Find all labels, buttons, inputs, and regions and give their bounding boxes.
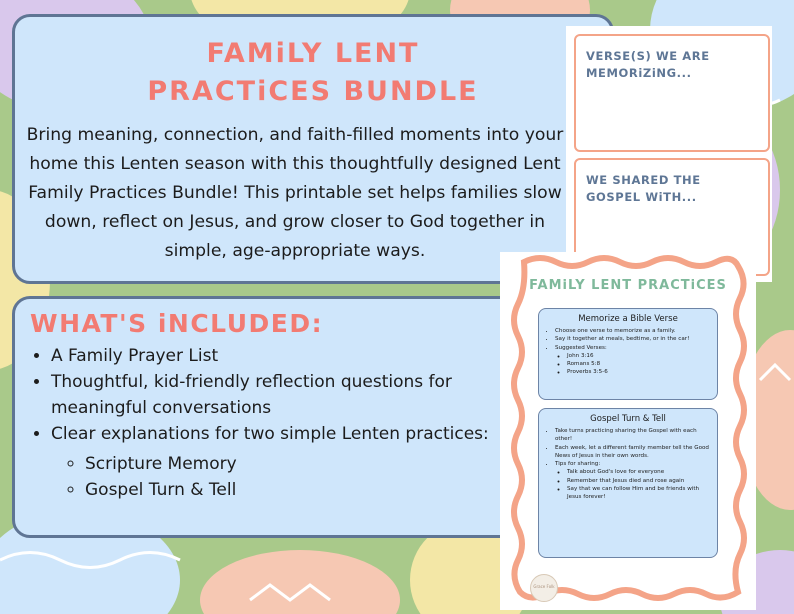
verse-item: ◦ Romans 5:8	[567, 360, 709, 368]
title-line-2: PRACTiCES BUNDLE	[147, 76, 479, 107]
brand-logo	[530, 574, 558, 602]
tip-item: ◦ Talk about God's love for everyone	[567, 468, 709, 476]
gospel-turn-tell-box	[538, 408, 718, 558]
included-list	[27, 343, 491, 503]
verse-item: ◦ John 3:16	[567, 352, 709, 360]
gospel-turn-tell-list	[539, 427, 717, 502]
memorize-verse-title: Memorize a Bible Verse	[578, 314, 678, 324]
worksheet-box-label: VERSE(S) WE ARE MEMORiZiNG...	[586, 49, 710, 80]
included-item	[51, 421, 491, 503]
sheet-list-item-text: Tips for sharing:	[555, 461, 601, 468]
worksheet-box-verses	[574, 34, 770, 152]
tip-item: ◦ Say that we can follow Him and be friends with Jesus forever!	[567, 485, 709, 502]
worksheet-box-label: WE SHARED THE GOSPEL WiTH...	[586, 173, 701, 204]
sheet-list-item: • Take turns practicing sharing the Gospel with each other!	[555, 427, 713, 444]
included-item: • A Family Prayer List	[51, 343, 491, 369]
memorize-verse-box	[538, 308, 718, 400]
sheet-list-item	[555, 344, 713, 377]
sheet-list-item: • Choose one verse to memorize as a family.	[555, 327, 713, 335]
sheet-title: FAMiLY LENT PRACTiCES	[529, 278, 727, 293]
included-sublist	[51, 451, 491, 503]
worksheet-preview	[566, 26, 772, 282]
sheet-list-item: • Say it together at meals, bedtime, or in the car!	[555, 335, 713, 343]
included-subitem: ◦ Scripture Memory	[85, 451, 491, 477]
title-line-1: FAMiLY LENT	[206, 38, 420, 69]
tip-item: ◦ Remember that Jesus died and rose again	[567, 477, 709, 485]
included-heading: WHAT'S iNCLUDED:	[30, 309, 324, 338]
brand-logo-text: Grace Folk	[533, 584, 555, 589]
included-subitem: ◦ Gospel Turn & Tell	[85, 477, 491, 503]
tips-list	[555, 468, 713, 501]
practices-sheet-preview	[500, 252, 756, 610]
intro-paragraph: Bring meaning, connection, and faith-filled moments into your home this Lenten season with this thoughtfully designed Lent Family Practices Bundle! This printable set helps families slow down, reflect on Jesus, and grow closer to God together in simple, age-appropriate ways.	[26, 125, 564, 261]
intro-panel	[12, 14, 614, 284]
suggested-verses-list	[555, 352, 713, 377]
gospel-turn-tell-title: Gospel Turn & Tell	[590, 414, 666, 424]
memorize-verse-list	[539, 327, 717, 377]
sheet-list-item	[555, 460, 713, 501]
included-item-text: Clear explanations for two simple Lenten practices:	[51, 424, 489, 444]
verse-item: ◦ Proverbs 3:5-6	[567, 368, 709, 376]
included-item: • Thoughtful, kid-friendly reflection questions for meaningful conversations	[51, 369, 491, 421]
sheet-list-item-text: Suggested Verses:	[555, 344, 607, 351]
sheet-list-item: • Each week, let a different family member tell the Good News of Jesus in their own words.	[555, 444, 713, 461]
